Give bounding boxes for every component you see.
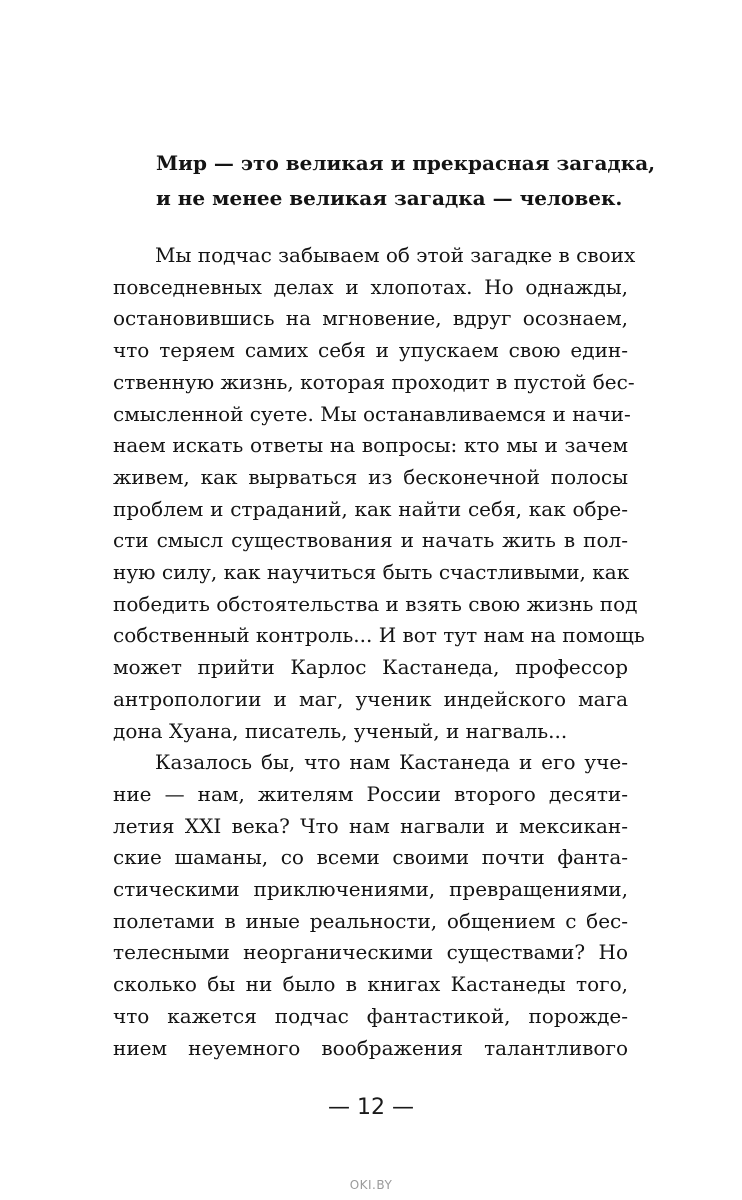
- text-line: остановившись на мгновение, вдруг осознаем,: [113, 306, 628, 331]
- text-line: наем искать ответы на вопросы: кто мы и зачем: [113, 433, 628, 458]
- text-line: летия XXI века? Что нам нагвали и мексикан-: [113, 813, 628, 838]
- text-line: стическими приключениями, превращениями,: [113, 877, 628, 902]
- epigraph-line: и не менее великая загадка — человек.: [156, 186, 623, 210]
- text-line: победить обстоятельства и взять свою жизнь под: [113, 591, 638, 616]
- text-line: собственный контроль... И вот тут нам на помощь: [113, 623, 645, 648]
- page-number: — 12 —: [328, 1095, 414, 1120]
- text-line: проблем и страданий, как найти себя, как обре-: [113, 496, 628, 521]
- body-text: [113, 240, 645, 1064]
- text-line: дона Хуана, писатель, ученый, и нагваль...: [113, 718, 568, 743]
- text-line: нием неуемного воображения талантливого: [113, 1035, 628, 1060]
- text-line: ную силу, как научиться быть счастливыми, как: [113, 560, 630, 585]
- text-line: может прийти Карлос Кастанеда, профессор: [113, 655, 628, 680]
- text-line: ственную жизнь, которая проходит в пустой бес-: [113, 369, 635, 394]
- text-line: ские шаманы, со всеми своими почти фанта-: [113, 845, 628, 870]
- text-line: полетами в иные реальности, общением с бес-: [113, 908, 628, 933]
- epigraph-line: Мир — это великая и прекрасная загадка,: [156, 151, 656, 175]
- text-line: сти смысл существования и начать жить в пол-: [113, 528, 628, 553]
- paragraph: [113, 747, 628, 1064]
- text-line: ние — нам, жителям России второго десяти-: [113, 781, 628, 806]
- watermark: OKI.BY: [349, 1178, 393, 1192]
- text-line: что теряем самих себя и упускаем свою един-: [113, 338, 628, 363]
- text-line: смысленной суете. Мы останавливаемся и начи-: [113, 401, 631, 426]
- text-line: Казалось бы, что нам Кастанеда и его уче-: [155, 750, 628, 775]
- paragraph: [113, 240, 645, 747]
- text-line: что кажется подчас фантастикой, порожде-: [113, 1003, 628, 1028]
- text-line: сколько бы ни было в книгах Кастанеды того,: [113, 972, 628, 997]
- text-line: Мы подчас забываем об этой загадке в своих: [155, 243, 636, 267]
- epigraph: [156, 146, 656, 216]
- text-line: живем, как вырваться из бесконечной полосы: [113, 464, 628, 489]
- text-line: антропологии и маг, ученик индейского мага: [113, 686, 628, 711]
- text-line: телесными неорганическими существами? Но: [113, 940, 628, 965]
- text-line: повседневных делах и хлопотах. Но однажды,: [113, 274, 628, 299]
